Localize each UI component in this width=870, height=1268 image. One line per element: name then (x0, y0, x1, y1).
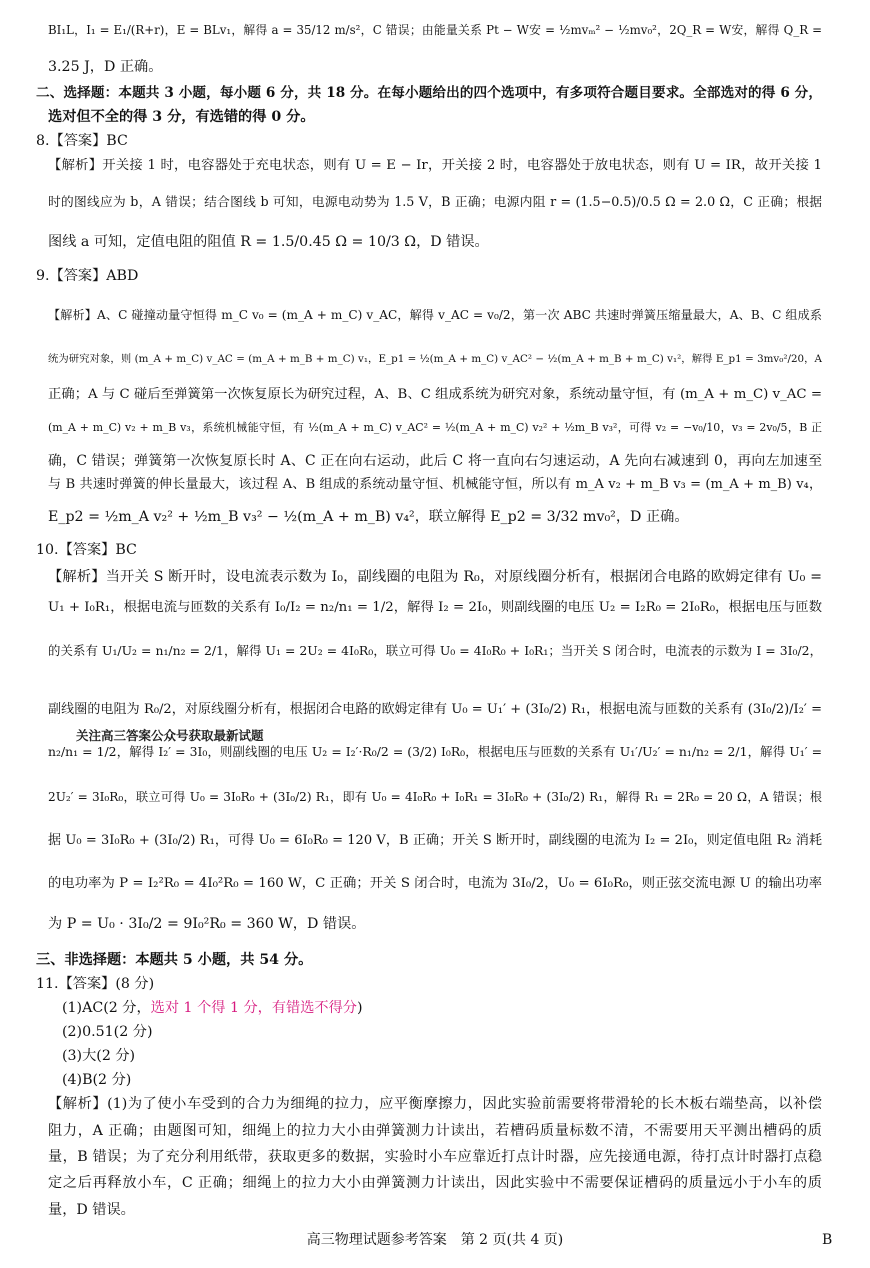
text-line: BI₁L，I₁ = E₁/(R+r)，E = BLv₁，解得 a = 35/12 m/s²，C 错误；由能量关系 Pt − W安 = ½mvₘ² − ½mv₀²，2Q_R = W安，解得 Q_R = (48, 23, 822, 37)
text-line: (2)0.51(2 分) (62, 1024, 153, 1040)
text-line: 定之后再释放小车，C 正确；细绳上的拉力大小由弹簧测力计读出，因此实验中不需要保证槽码的质量远小于小车的质 (48, 1175, 822, 1191)
text-line: 时的图线应为 b，A 错误；结合图线 b 可知，电源电动势为 1.5 V，B 正确；电源内阻 r = (1.5−0.5)/0.5 Ω = 2.0 Ω，C 正确；根据 (48, 194, 822, 209)
text-line: 图线 a 可知，定值电阻的阻值 R = 1.5/0.45 Ω = 10/3 Ω，D 错误。 (48, 234, 489, 250)
text-line: 副线圈的电阻为 R₀/2，对原线圈分析有，根据闭合电路的欧姆定律有 U₀ = U₁′ + (3I₀/2) R₁，根据电流与匝数的关系有 (3I₀/2)/I₂′ = (48, 702, 822, 717)
text-line: 选对但不全的得 3 分，有选错的得 0 分。 (48, 109, 315, 125)
scoring-note: 选对 1 个得 1 分，有错选不得分 (150, 1000, 357, 1016)
text-line: 11.【答案】(8 分) (36, 976, 155, 992)
text-line: 正确；A 与 C 碰后至弹簧第一次恢复原长为研究过程，A、B、C 组成系统为研究对象，系统动量守恒，有 (m_A + m_C) v_AC = (48, 387, 822, 402)
text-line: 三、非选择题：本题共 5 小题，共 54 分。 (36, 952, 313, 968)
text-line: 与 B 共速时弹簧的伸长量最大，该过程 A、B 组成的系统动量守恒、机械能守恒，所以有 m_A v₂ + m_B v₃ = (m_A + m_B) v₄， (48, 477, 822, 492)
text-line: 阻力，A 正确；由题图可知，细绳上的拉力大小由弹簧测力计读出，若槽码质量标数不清，不需要用天平测出槽码的质 (48, 1123, 822, 1139)
text-line: E_p2 = ½m_A v₂² + ½m_B v₃² − ½(m_A + m_B) v₄²，联立解得 E_p2 = 3/32 mv₀²，D 正确。 (48, 509, 689, 525)
text-line: 2U₂′ = 3I₀R₀，联立可得 U₀ = 3I₀R₀ + (3I₀/2) R₁，即有 U₀ = 4I₀R₀ + I₀R₁ = 3I₀R₀ + (3I₀/2) R₁，解得 R₁ = 2R₀ = 20 Ω，A 错误；根 (48, 790, 822, 804)
text-line: 量，B 错误；为了充分利用纸带，获取更多的数据，实验时小车应靠近打点计时器，应先接通电源，待打点计时器打点稳 (48, 1149, 822, 1165)
text-line: 量，D 错误。 (48, 1202, 135, 1218)
text-line: 的关系有 U₁/U₂ = n₁/n₂ = 2/1，解得 U₁ = 2U₂ = 4I₀R₀，联立可得 U₀ = 4I₀R₀ + I₀R₁；当开关 S 闭合时，电流表的示数为 I = 3I₀/2， (48, 643, 822, 658)
text-line: 为 P = U₀ · 3I₀/2 = 9I₀²R₀ = 360 W，D 错误。 (48, 916, 366, 932)
text-line: 【解析】A、C 碰撞动量守恒得 m_C v₀ = (m_A + m_C) v_AC，解得 v_AC = v₀/2，第一次 ABC 共速时弹簧压缩量最大，A、B、C 组成系 (48, 308, 822, 322)
text-line: 3.25 J，D 正确。 (48, 59, 163, 75)
text-line: 的电功率为 P = I₂²R₀ = 4I₀²R₀ = 160 W，C 正确；开关 S 闭合时，电流为 3I₀/2，U₀ = 6I₀R₀，则正弦交流电源 U 的输出功率 (48, 876, 822, 891)
text-line: U₁ + I₀R₁，根据电流与匝数的关系有 I₀/I₂ = n₂/n₁ = 1/2，解得 I₂ = 2I₀，则副线圈的电压 U₂ = I₂R₀ = 2I₀R₀，根据电压与匝数 (48, 600, 822, 615)
text-line: 8.【答案】BC (36, 133, 128, 149)
text-line: (m_A + m_C) v₂ + m_B v₃，系统机械能守恒，有 ½(m_A + m_C) v_AC² = ½(m_A + m_C) v₂² + ½m_B v₃²，可得 v₂ = −v₀/10，v₃ = 2v₀/5，B 正 (48, 421, 822, 434)
text-line: 二、选择题：本题共 3 小题，每小题 6 分，共 18 分。在每小题给出的四个选项中，有多项符合题目要求。全部选对的得 6 分， (36, 85, 822, 101)
text-line: (3)大(2 分) (62, 1048, 136, 1064)
text-line: n₂/n₁ = 1/2，解得 I₂′ = 3I₀，则副线圈的电压 U₂ = I₂′·R₀/2 = (3/2) I₀R₀，根据电压与匝数的关系有 U₁′/U₂′ = n₁/n₂ = 2/1，解得 U₁′ = (48, 744, 822, 759)
answer-11-1-text: (1)AC(2 分， (62, 1000, 151, 1016)
text-line: (4)B(2 分) (62, 1072, 132, 1088)
text-line: 确，C 错误；弹簧第一次恢复原长时 A、C 正在向右运动，此后 C 将一直向右匀速运动，A 先向右减速到 0，再向左加速至 (48, 453, 822, 469)
text-line: 【解析】当开关 S 断开时，设电流表示数为 I₀，副线圈的电阻为 R₀，对原线圈分析有，根据闭合电路的欧姆定律有 U₀ = (48, 569, 822, 585)
page-footer: 高三物理试题参考答案 第 2 页(共 4 页) (306, 1232, 564, 1248)
answer-line-11-1 (62, 998, 363, 1018)
text-line: 【解析】开关接 1 时，电容器处于充电状态，则有 U = E − Ir，开关接 2 时，电容器处于放电状态，则有 U = IR，故开关接 1 (48, 158, 822, 173)
text-line: 9.【答案】ABD (36, 268, 139, 284)
text-line: 据 U₀ = 3I₀R₀ + (3I₀/2) R₁，可得 U₀ = 6I₀R₀ = 120 V，B 正确；开关 S 断开时，副线圈的电流为 I₂ = 2I₀，则定值电阻 R₂ 消耗 (48, 833, 822, 848)
watermark-notice: 关注高三答案公众号获取最新试题 (76, 728, 264, 743)
text-line: 10.【答案】BC (36, 542, 137, 558)
version-label: B (822, 1232, 833, 1248)
text-line: 统为研究对象，则 (m_A + m_C) v_AC = (m_A + m_B + m_C) v₁，E_p1 = ½(m_A + m_C) v_AC² − ½(m_A + m_B + m_C) v₁²，解得 E_p1 = 3mv₀²/20，A (48, 353, 822, 365)
answer-11-1-close: ) (357, 1000, 363, 1016)
text-line: 【解析】(1)为了使小车受到的合力为细绳的拉力，应平衡摩擦力，因此实验前需要将带滑轮的长木板右端垫高，以补偿 (48, 1096, 822, 1112)
